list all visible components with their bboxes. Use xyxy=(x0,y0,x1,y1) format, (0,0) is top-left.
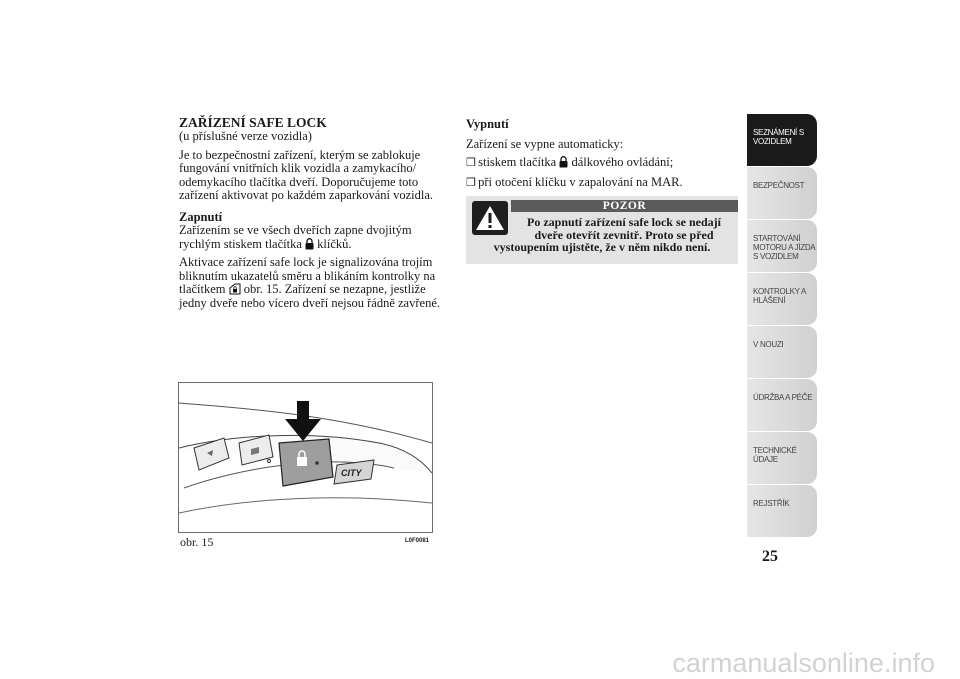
figure-caption: obr. 15 xyxy=(180,535,214,549)
bullet-1-b: dálkového ovládání; xyxy=(571,155,674,169)
chapter-tab[interactable] xyxy=(745,114,817,166)
chapter-tab-label: REJSTŘÍK xyxy=(753,499,790,508)
warning-line-2: dveře otevřít zevnitř. Proto se před xyxy=(534,227,714,242)
paragraph-zapnuti-2-a: Aktivace zařízení safe lock je signalizována trojím bliknutím ukazatelů směru a blikáním kontrolky na tlačítkem xyxy=(179,255,436,296)
bullet-1-a: stiskem tlačítka xyxy=(478,155,557,169)
chapter-tab[interactable] xyxy=(745,167,817,219)
lock-icon xyxy=(305,238,314,250)
left-column xyxy=(179,116,441,315)
city-badge-label: CITY xyxy=(341,468,362,478)
paragraph-zapnuti-2-b: obr. 15. Zařízení se nezapne, jestliže jedny dveře nebo vícero dveří nejsou řádně zavřené. xyxy=(179,282,440,310)
chapter-tab-label: SEZNÁMENÍ S VOZIDLEM xyxy=(753,128,804,146)
chapter-tab[interactable] xyxy=(745,485,817,537)
watermark: carmanualsonline.info xyxy=(672,648,935,678)
warning-box xyxy=(466,196,738,264)
warning-heading: POZOR xyxy=(511,200,738,212)
dashboard-buttons-illustration xyxy=(179,383,432,532)
chapter-tab-label: V NOUZI xyxy=(753,340,784,349)
chapter-tab-label: ÚDRŽBA A PÉČE xyxy=(753,393,813,402)
page-number: 25 xyxy=(762,548,778,565)
intro-paragraph: Je to bezpečnostní zařízení, kterým se zablokuje fungování vnitřních klik vozidla a zamykacího/ odemykacího tlačítka dveří. Doporučujeme toto zařízení aktivovat po každém zaparkování vozidla. xyxy=(179,147,434,202)
chapter-tab[interactable] xyxy=(745,326,817,378)
bullet-marker: ❒ xyxy=(466,157,476,169)
bullet-marker: ❒ xyxy=(466,176,476,189)
paragraph-zapnuti-1 xyxy=(179,224,441,251)
figure-image xyxy=(178,382,433,533)
right-column xyxy=(466,117,741,195)
list-item xyxy=(466,176,741,191)
list-item xyxy=(466,156,741,171)
chapter-tab-label: KONTROLKY A HLÁŠENÍ xyxy=(753,287,807,305)
section-subtitle: (u příslušné verze vozidla) xyxy=(179,129,312,143)
heading-zapnuti: Zapnutí xyxy=(179,209,223,224)
chapter-tab[interactable] xyxy=(745,432,817,484)
warning-line-1: Po zapnutí zařízení safe lock se nedají xyxy=(527,215,721,229)
warning-line-3: vystoupením ujistěte, že v něm nikdo není. xyxy=(493,240,711,254)
paragraph-zapnuti-1-b: klíčků. xyxy=(317,236,352,251)
chapter-tab[interactable] xyxy=(745,379,817,431)
heading-vypnuti: Vypnutí xyxy=(466,117,509,131)
chapter-tab-label: STARTOVÁNÍ MOTORU A JÍZDA S VOZIDLEM xyxy=(753,234,816,261)
chapter-tab[interactable] xyxy=(745,220,817,272)
chapter-tab-label: BEZPEČNOST xyxy=(753,181,805,190)
paragraph-zapnuti-2 xyxy=(179,256,441,310)
paragraph-vypnuti: Zařízení se vypne automaticky: xyxy=(466,136,624,151)
lock-icon xyxy=(559,156,568,168)
figure-code: L0F0081 xyxy=(405,538,430,544)
bullet-2: při otočení klíčku v zapalování na MAR. xyxy=(478,174,683,189)
paragraph-zapnuti-1-a: Zařízením se ve všech dveřích zapne dvojitým rychlým stiskem tlačítka xyxy=(179,223,412,251)
section-title: ZAŘÍZENÍ SAFE LOCK xyxy=(179,115,327,130)
chapter-tab[interactable] xyxy=(745,273,817,325)
chapter-tabs xyxy=(745,114,820,538)
door-lock-icon xyxy=(229,283,241,295)
chapter-tab-label: TECHNICKÉ ÚDAJE xyxy=(753,446,797,464)
warning-text xyxy=(470,216,734,254)
